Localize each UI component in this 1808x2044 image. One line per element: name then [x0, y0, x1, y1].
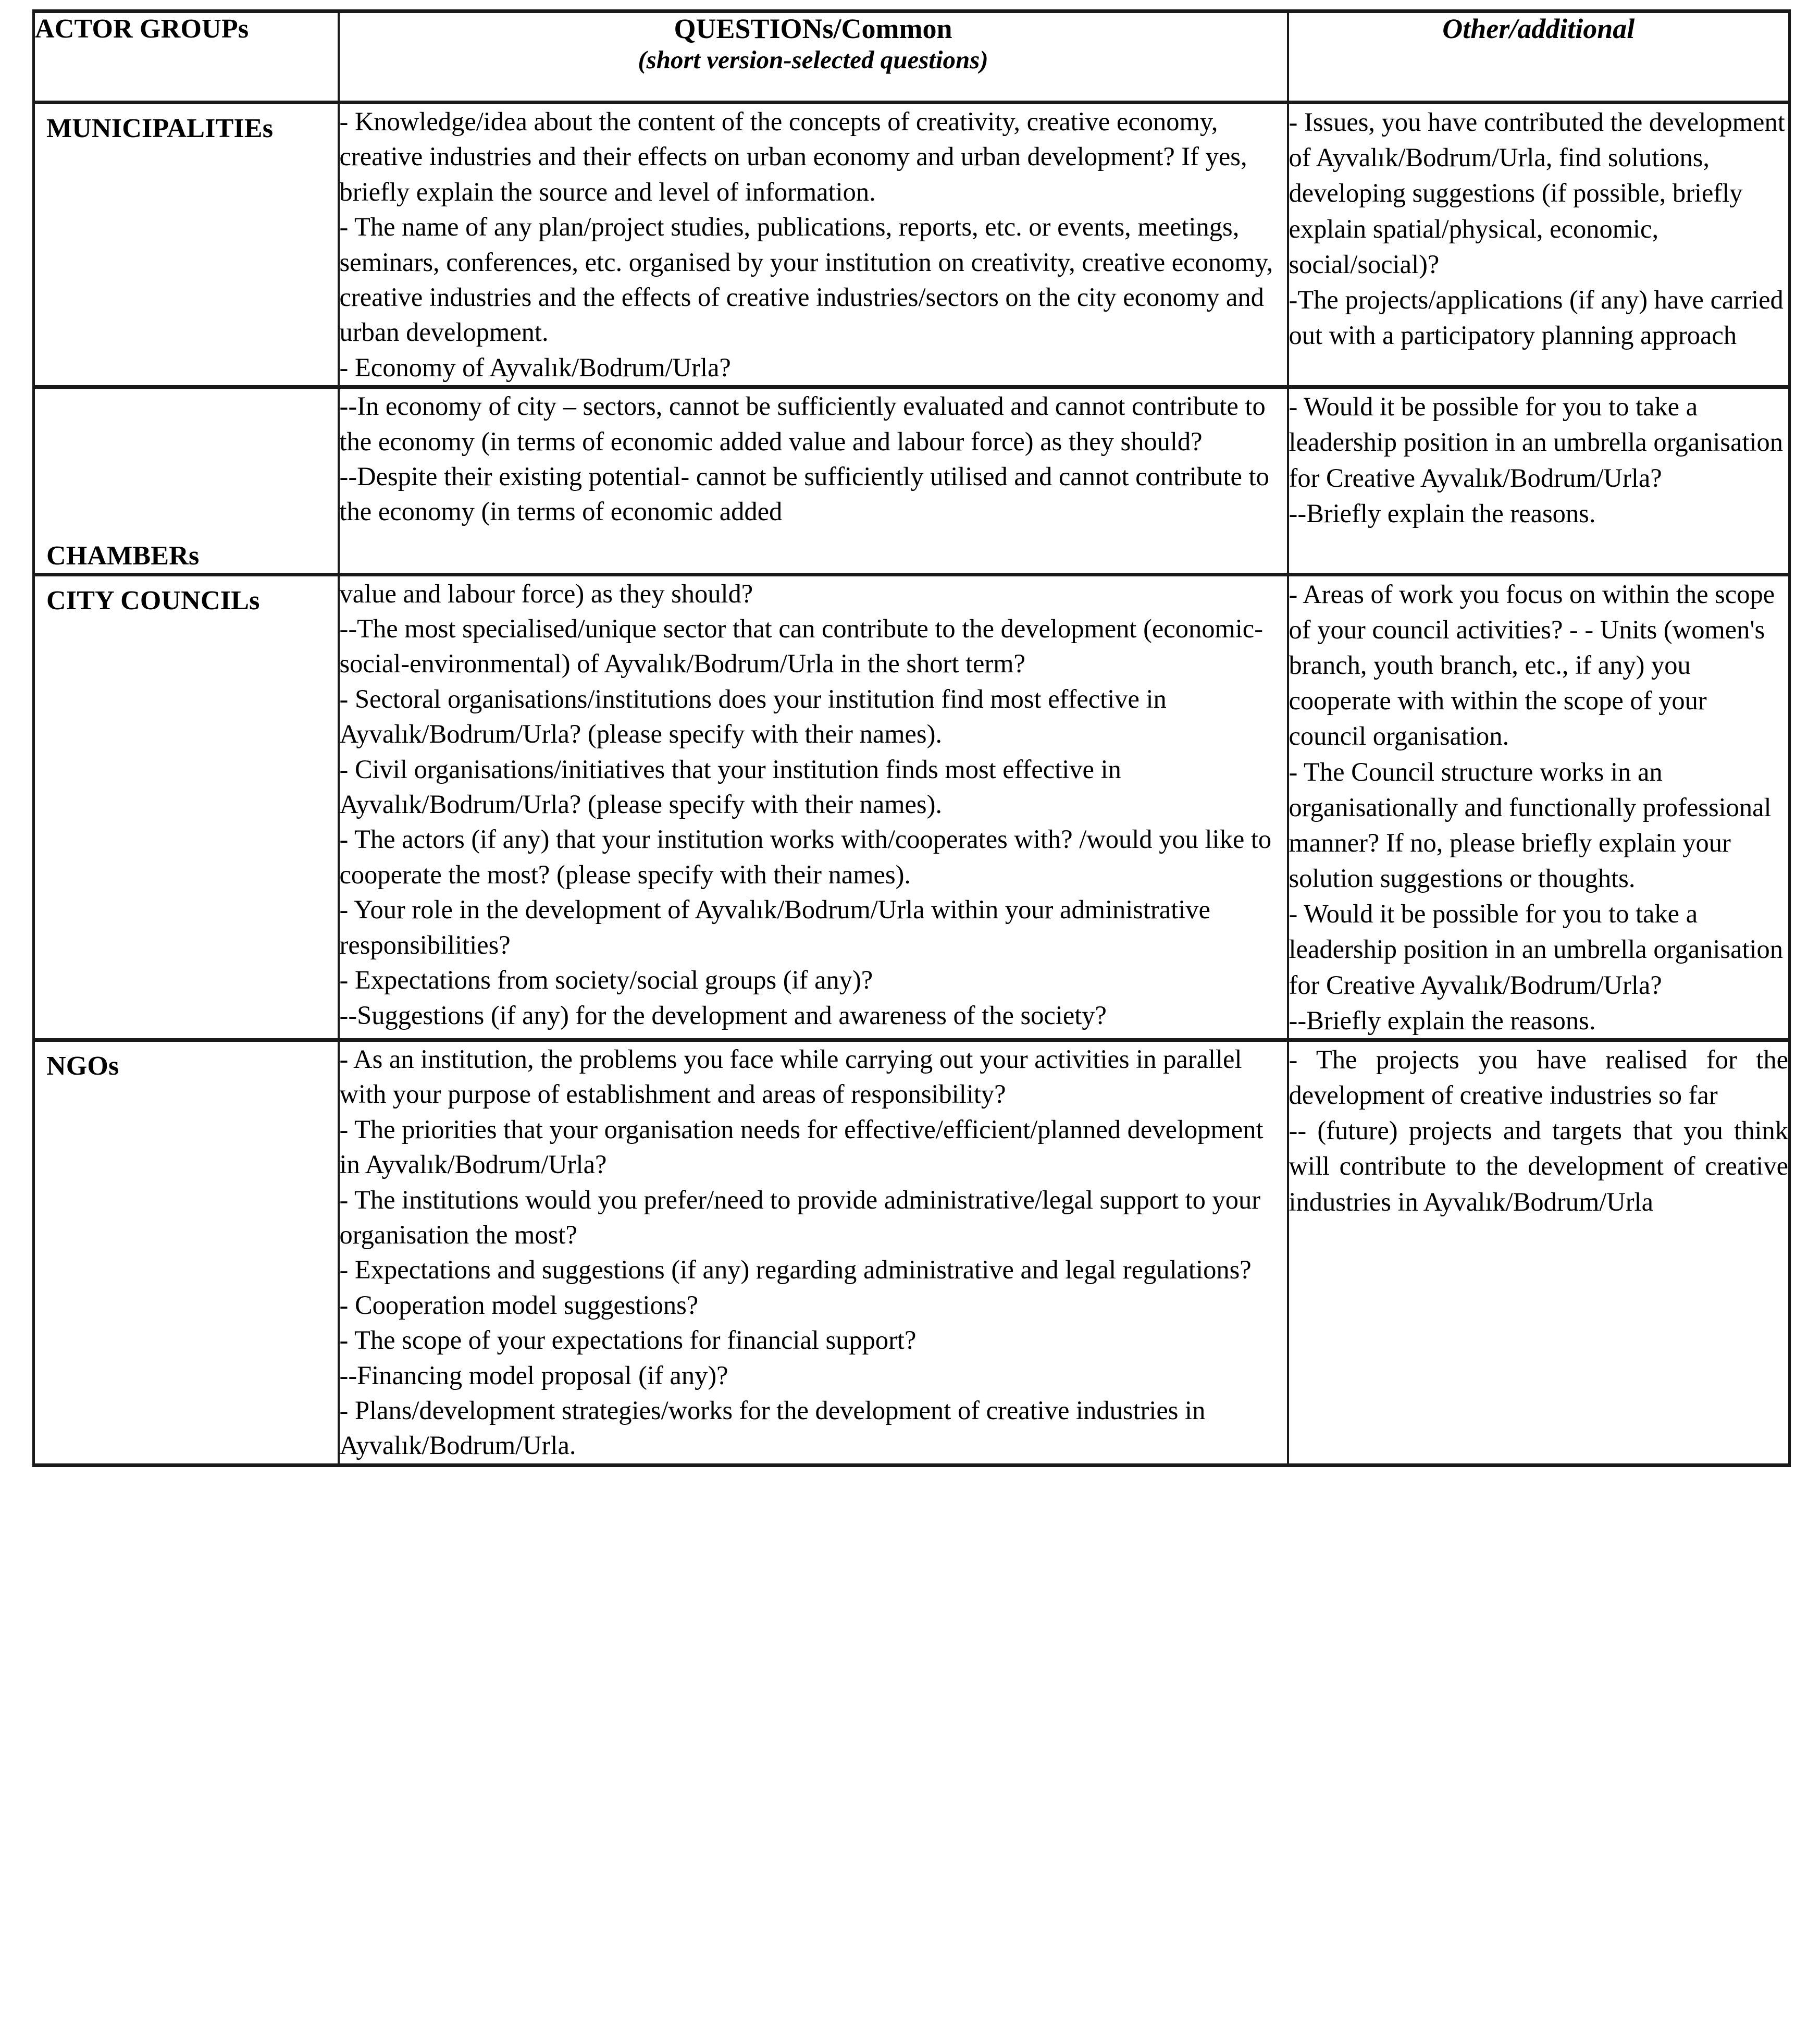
actor-group-cell-city-councils	[34, 574, 339, 1040]
other-item: - The Council structure works in an organisationally and functionally professional manner? If no, please briefly explain your solution suggestions or thoughts.	[1289, 757, 1772, 893]
other-item: -- (future) projects and targets that you think will contribute to the development of creative industries in Ayvalık/Bodrum/Urla	[1289, 1116, 1788, 1216]
question-item: - The name of any plan/project studies, publications, reports, etc. or events, meetings, seminars, conferences, etc. organised by your institution on creativity, creative economy, creative industries and the effects of creative industries/sectors on the city economy and urban development.	[339, 212, 1273, 347]
other-item: -The projects/applications (if any) have carried out with a participatory planning approach	[1289, 285, 1784, 350]
questions-cell-ngos	[339, 1040, 1288, 1465]
actor-group-cell-ngos	[34, 1040, 339, 1465]
question-item: - Plans/development strategies/works for the development of creative industries in Ayvalık/Bodrum/Urla.	[339, 1395, 1206, 1460]
actor-group-label: NGOs	[46, 1051, 119, 1081]
table-row-city-councils	[34, 574, 1790, 1040]
question-item: - The actors (if any) that your institution works with/cooperates with? /would you like to cooperate the most? (please specify with their names).	[339, 824, 1272, 889]
question-item: - Sectoral organisations/institutions does your institution find most effective in Ayvalık/Bodrum/Urla? (please specify with their names).	[339, 684, 1167, 749]
questions-cell-city-councils	[339, 574, 1288, 1040]
actor-group-cell-municipalities	[34, 103, 339, 387]
header-questions-subtitle: (short version-selected questions)	[638, 45, 988, 74]
actor-group-label: MUNICIPALITIEs	[46, 114, 274, 143]
table-row-municipalities	[34, 103, 1790, 387]
question-item: - The priorities that your organisation needs for effective/efficient/planned development in Ayvalık/Bodrum/Urla?	[339, 1114, 1264, 1179]
other-item: --Briefly explain the reasons.	[1289, 1005, 1596, 1035]
questions-cell-chambers	[339, 387, 1288, 574]
question-item: - The institutions would you prefer/need to provide administrative/legal support to your organisation the most?	[339, 1185, 1261, 1249]
table-row-ngos	[34, 1040, 1790, 1465]
other-cell-municipalities	[1288, 103, 1790, 387]
other-cell-ngos	[1288, 1040, 1790, 1465]
actor-groups-questions-table	[32, 9, 1791, 1467]
actor-group-label: CITY COUNCILs	[46, 585, 260, 615]
question-item: - Your role in the development of Ayvalık/Bodrum/Urla within your administrative responsibilities?	[339, 895, 1210, 959]
question-item: --Financing model proposal (if any)?	[339, 1360, 728, 1390]
question-item: --Despite their existing potential- cannot be sufficiently utilised and cannot contribute to the economy (in terms of economic added	[339, 462, 1269, 526]
other-item: --Briefly explain the reasons.	[1289, 498, 1596, 528]
question-item: --The most specialised/unique sector that can contribute to the development (economic-social-environmental) of Ayvalık/Bodrum/Urla in the short term?	[339, 614, 1264, 679]
label-vertical-spacer	[35, 389, 338, 540]
question-item: - The scope of your expectations for financial support?	[339, 1325, 917, 1355]
question-item: - As an institution, the problems you face while carrying out your activities in parallel with your purpose of establishment and areas of responsibility?	[339, 1044, 1242, 1109]
other-cell-city-councils	[1288, 574, 1790, 1040]
question-item: - Cooperation model suggestions?	[339, 1290, 699, 1320]
other-item: - Would it be possible for you to take a leadership position in an umbrella organisation for Creative Ayvalık/Bodrum/Urla?	[1289, 899, 1784, 1000]
other-item: - Areas of work you focus on within the scope of your council activities? - - Units (women's branch, youth branch, etc., if any) you cooperate with within the scope of your council organisation.	[1289, 579, 1775, 751]
question-item: value and labour force) as they should?	[339, 578, 753, 608]
other-item: - Issues, you have contributed the development of Ayvalık/Bodrum/Urla, find solutions, developing suggestions (if possible, briefly explain spatial/physical, economic, social/social)?	[1289, 107, 1785, 279]
question-item: - Expectations from society/social groups (if any)?	[339, 965, 873, 995]
header-other-additional: Other/additional	[1288, 11, 1790, 103]
question-item: --Suggestions (if any) for the development and awareness of the society?	[339, 1000, 1107, 1030]
question-item: - Expectations and suggestions (if any) regarding administrative and legal regulations?	[339, 1255, 1252, 1285]
table-header-row	[34, 11, 1790, 103]
other-cell-chambers	[1288, 387, 1790, 574]
actor-group-cell-chambers	[34, 387, 339, 574]
questions-cell-municipalities	[339, 103, 1288, 387]
table-row-chambers	[34, 387, 1790, 574]
question-item: - Knowledge/idea about the content of the concepts of creativity, creative economy, creative industries and their effects on urban economy and urban development? If yes, briefly explain the source and level of information.	[339, 107, 1247, 206]
header-questions-title: QUESTIONs/Common	[674, 13, 952, 44]
header-actor-groups: ACTOR GROUPs	[34, 11, 339, 103]
actor-group-label: CHAMBERs	[46, 541, 200, 571]
other-item: - Would it be possible for you to take a leadership position in an umbrella organisation for Creative Ayvalık/Bodrum/Urla?	[1289, 392, 1784, 492]
question-item: --In economy of city – sectors, cannot be sufficiently evaluated and cannot contribute to the economy (in terms of economic added value and labour force) as they should?	[339, 391, 1266, 456]
question-item: - Economy of Ayvalık/Bodrum/Urla?	[339, 352, 731, 382]
header-questions	[339, 11, 1288, 103]
other-item: - The projects you have realised for the development of creative industries so far	[1289, 1044, 1788, 1110]
question-item: - Civil organisations/initiatives that your institution finds most effective in Ayvalık/Bodrum/Urla? (please specify with their names).	[339, 754, 1121, 819]
